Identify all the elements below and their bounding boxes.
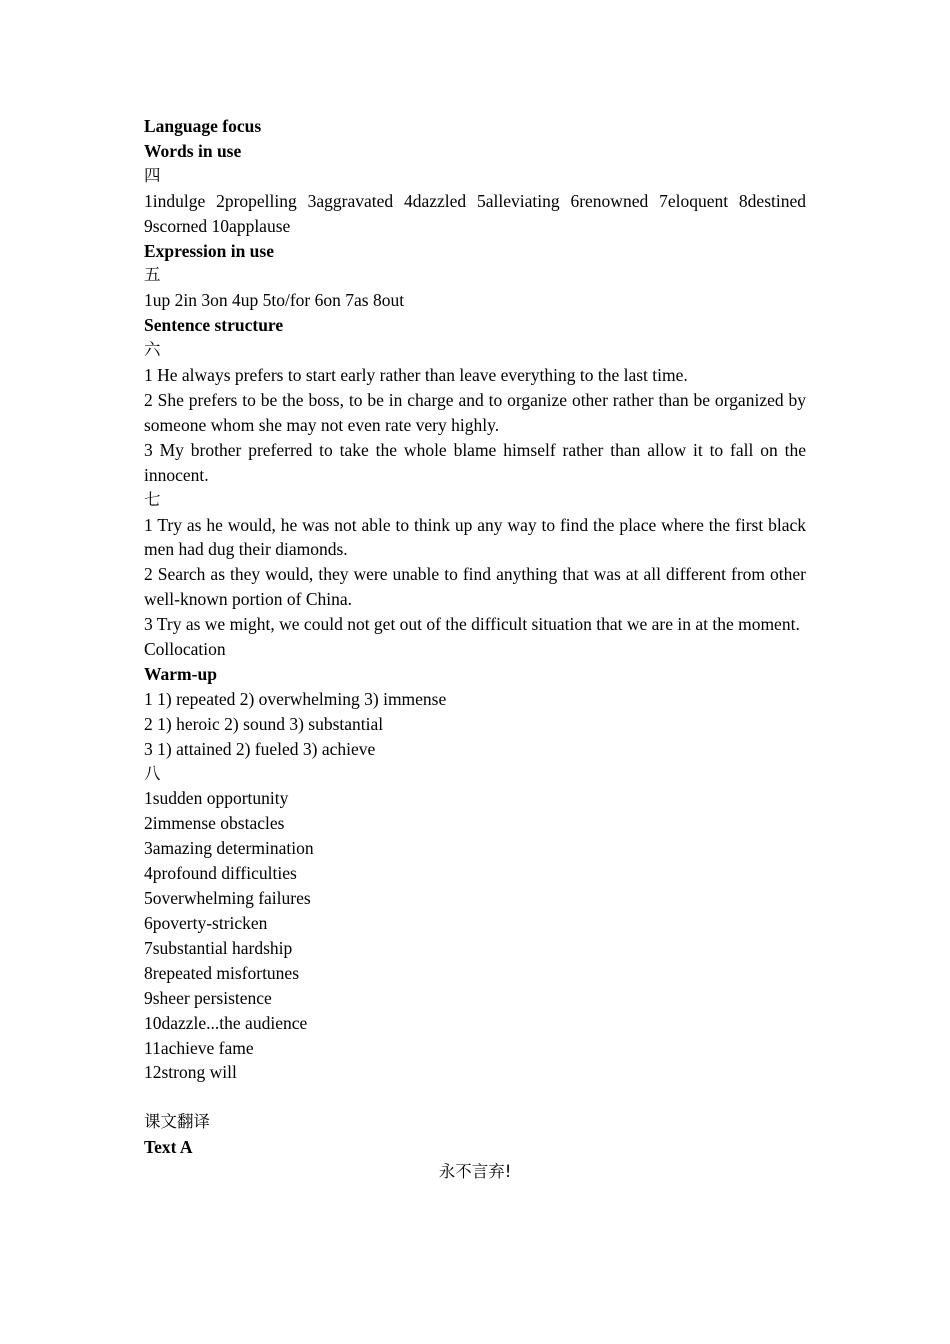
collocation-item: 7substantial hardship [144,937,293,958]
sentence-structure-heading: Sentence structure [144,315,284,336]
section-number-7: 七 [144,489,161,509]
collocation-item: 4profound difficulties [144,863,297,884]
warm-up-item: 3 1) attained 2) fueled 3) achieve [144,738,376,759]
section-number-6: 六 [144,340,161,360]
collocation-item: 2immense obstacles [144,813,285,834]
text-a-label: Text A [144,1137,193,1158]
warm-up-item: 1 1) repeated 2) overwhelming 3) immense [144,688,447,709]
section-number-4: 四 [144,165,161,185]
blank-line [144,1085,806,1110]
translation-title: 永不言弃! [438,1162,512,1182]
collocation-item: 11achieve fame [144,1037,254,1058]
collocation-item: 6poverty-stricken [144,913,268,933]
collocation-item: 1sudden opportunity [144,788,289,809]
sentence-item: 1 Try as he would, he was not able to think up any way to find the place where the first black men had dug their diamonds. [144,514,806,560]
warm-up-heading: Warm-up [144,663,217,684]
collocation-item: 8repeated misfortunes [144,962,300,983]
sentence-item: 3 My brother preferred to take the whole blame himself rather than allow it to fall on the innocent. [144,439,806,485]
expression-in-use-answers: 1up 2in 3on 4up 5to/for 6on 7as 8out [144,290,405,311]
language-focus-heading: Language focus [144,116,262,136]
sentence-item: 2 She prefers to be the boss, to be in charge and to organize other rather than be organized by someone whom she may not even rate very highly. [144,389,806,435]
words-in-use-answers: 1indulge 2propelling 3aggravated 4dazzled 5alleviating 6renowned 7eloquent 8destined 9scorned 10applause [144,190,806,236]
collocation-item: 5overwhelming failures [144,888,311,909]
expression-in-use-heading: Expression in use [144,240,274,261]
sentence-item: 3 Try as we might, we could not get out of the difficult situation that we are in at the moment. [144,614,800,635]
warm-up-item: 2 1) heroic 2) sound 3) substantial [144,713,384,734]
collocation-heading: Collocation [144,639,226,660]
collocation-item: 3amazing determination [144,838,314,859]
section-number-5: 五 [144,265,161,285]
collocation-item: 12strong will [144,1062,237,1083]
sentence-item: 2 Search as they would, they were unable to find anything that was at all different from other well-known portion of China. [144,564,806,610]
section-number-8: 八 [144,763,161,783]
sentence-item: 1 He always prefers to start early rather than leave everything to the last time. [144,365,688,386]
document-page [144,114,806,1185]
words-in-use-heading: Words in use [144,140,242,161]
translation-heading: 课文翻译 [144,1112,210,1132]
collocation-item: 9sheer persistence [144,987,272,1008]
collocation-item: 10dazzle...the audience [144,1012,308,1033]
